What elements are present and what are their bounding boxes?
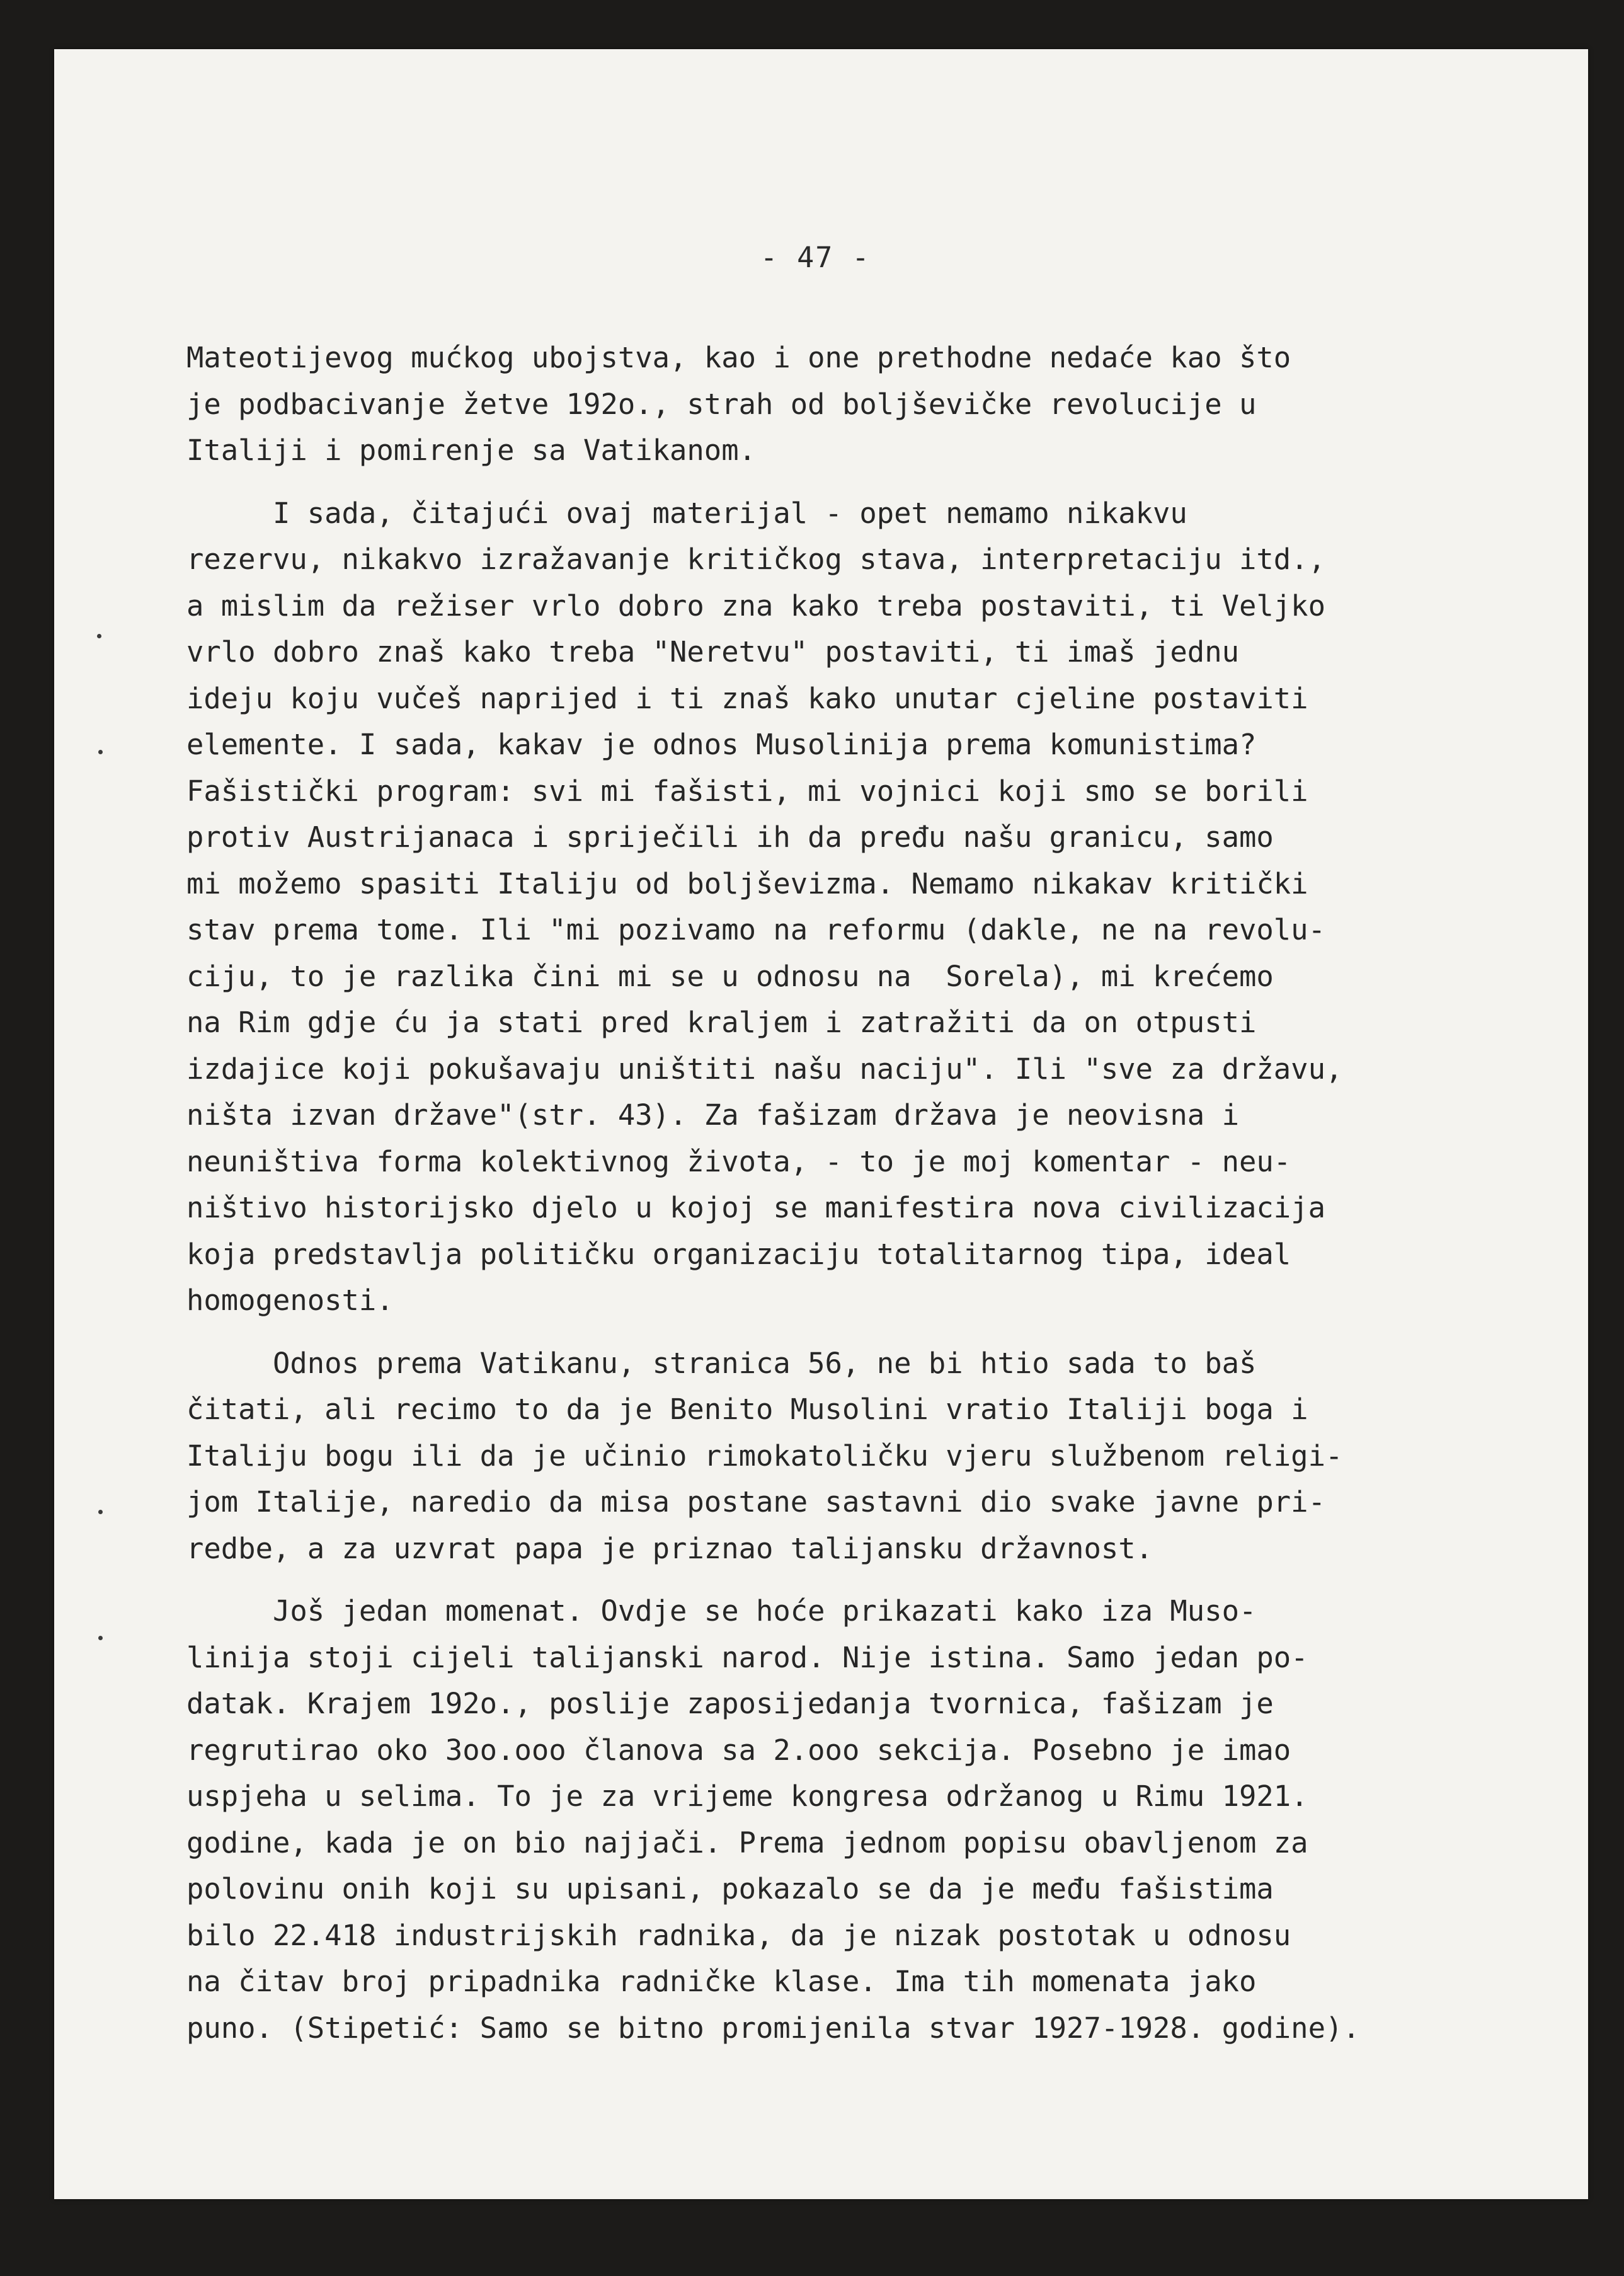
text-line: izdajice koji pokušavaju uništiti našu naciju". Ili "sve za državu, [186,1052,1343,1086]
paragraph [186,1588,1472,2051]
margin-mark [98,750,103,754]
text-line: ciju, to je razlika čini mi se u odnosu na Sorela), mi krećemo [186,959,1274,993]
text-line: Još jedan momenat. Ovdje se hoće prikazati kako iza Muso- [186,1594,1257,1628]
text-line: polovinu onih koji su upisani, pokazalo se da je među fašistima [186,1872,1274,1905]
text-line: linija stoji cijeli talijanski narod. Nije istina. Samo jedan po- [186,1640,1308,1674]
text-line: mi možemo spasiti Italiju od boljševizma. Nemamo nikakav kritički [186,866,1308,900]
text-line: ništivo historijsko djelo u kojoj se manifestira nova civilizacija [186,1191,1325,1224]
text-line: a mislim da režiser vrlo dobro zna kako treba postaviti, ti Veljko [186,589,1325,623]
text-line: rezervu, nikakvo izražavanje kritičkog stava, interpretaciju itd., [186,543,1325,576]
text-line: Odnos prema Vatikanu, stranica 56, ne bi htio sada to baš [186,1346,1257,1380]
text-line: I sada, čitajući ovaj materijal - opet nemamo nikakvu [186,496,1187,530]
paragraph [186,1340,1472,1572]
text-line: stav prema tome. Ili "mi pozivamo na reformu (dakle, ne na revolu- [186,913,1325,946]
text-line: puno. (Stipetić: Samo se bitno promijenila stvar 1927-1928. godine). [186,2011,1360,2045]
text-line: homogenosti. [186,1284,394,1317]
page-number: - 47 - [760,241,871,274]
text-line: na Rim gdje ću ja stati pred kraljem i zatražiti da on otpusti [186,1006,1257,1039]
text-line: redbe, a za uzvrat papa je priznao talijansku državnost. [186,1531,1153,1565]
text-line: godine, kada je on bio najjači. Prema jednom popisu obavljenom za [186,1825,1308,1859]
text-line: Italiju bogu ili da je učinio rimokatoličku vjeru službenom religi- [186,1439,1343,1473]
text-line: elemente. I sada, kakav je odnos Musolinija prema komunistima? [186,728,1257,761]
margin-mark [98,1510,103,1514]
text-line: Fašistički program: svi mi fašisti, mi vojnici koji smo se borili [186,774,1308,808]
text-line: uspjeha u selima. To je za vrijeme kongresa održanog u Rimu 1921. [186,1779,1308,1813]
text-line: protiv Austrijanaca i spriječili ih da pređu našu granicu, samo [186,820,1274,854]
paragraph [186,490,1472,1324]
text-line: koja predstavlja političku organizaciju totalitarnog tipa, ideal [186,1237,1291,1271]
text-line: ništa izvan države"(str. 43). Za fašizam država je neovisna i [186,1098,1239,1132]
margin-mark [98,1636,103,1640]
text-line: neuništiva forma kolektivnog života, - to je moj komentar - neu- [186,1144,1291,1178]
margin-mark [97,634,101,638]
text-line: Italiji i pomirenje sa Vatikanom. [186,434,756,467]
document-body [186,335,1472,2067]
text-line: vrlo dobro znaš kako treba "Neretvu" postaviti, ti imaš jednu [186,635,1239,669]
text-line: Mateotijevog mućkog ubojstva, kao i one prethodne nedaće kao što [186,341,1291,374]
text-line: regrutirao oko 3oo.ooo članova sa 2.ooo sekcija. Posebno je imao [186,1733,1291,1767]
text-line: jom Italije, naredio da misa postane sastavni dio svake javne pri- [186,1485,1325,1519]
paragraph [186,335,1472,474]
text-line: je podbacivanje žetve 192o., strah od boljševičke revolucije u [186,387,1257,421]
text-line: ideju koju vučeš naprijed i ti znaš kako unutar cjeline postaviti [186,681,1308,715]
text-line: bilo 22.418 industrijskih radnika, da je nizak postotak u odnosu [186,1918,1291,1952]
text-line: datak. Krajem 192o., poslije zaposijedanja tvornica, fašizam je [186,1687,1274,1720]
text-line: čitati, ali recimo to da je Benito Musolini vratio Italiji boga i [186,1393,1308,1426]
text-line: na čitav broj pripadnika radničke klase. Ima tih momenata jako [186,1965,1257,1998]
